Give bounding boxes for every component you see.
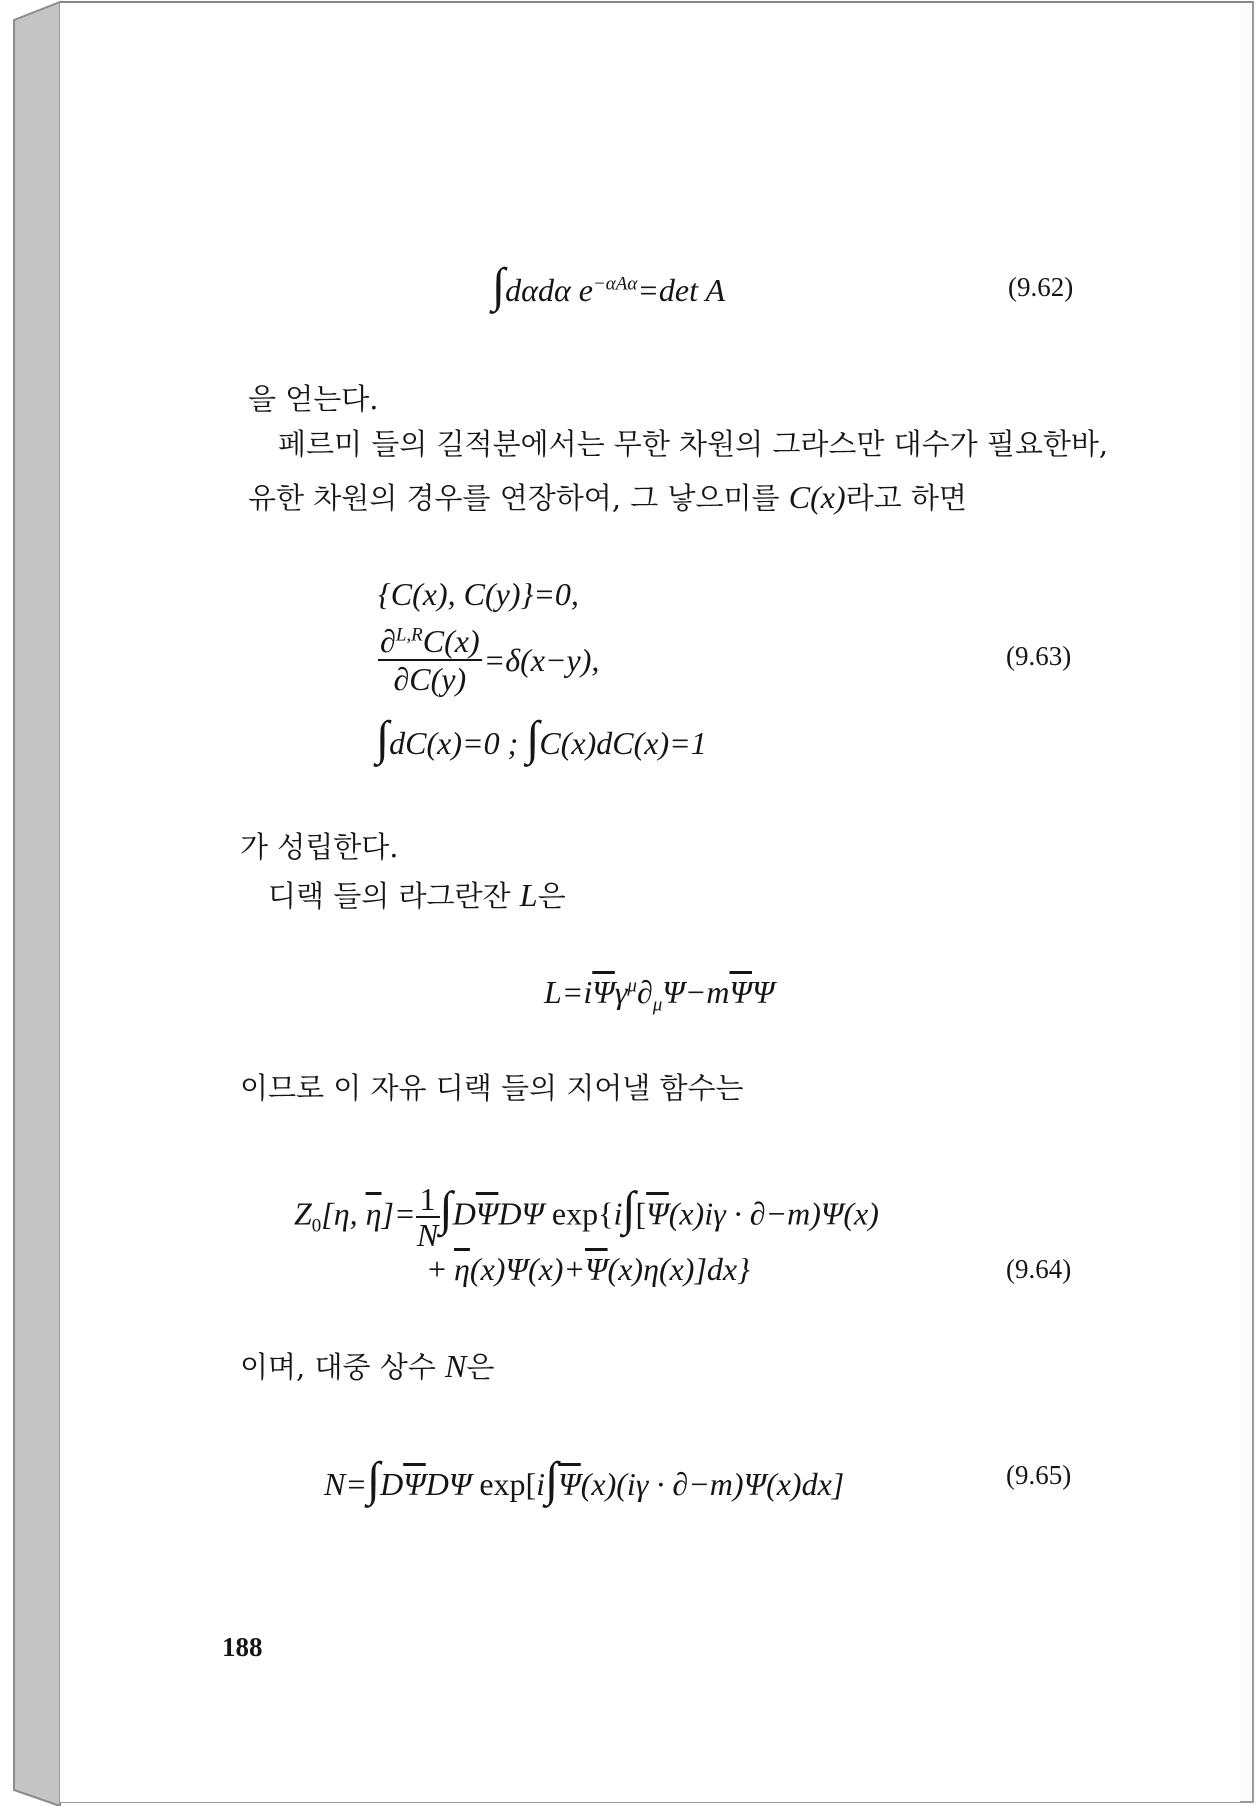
eq-965-D1: D xyxy=(380,1466,404,1502)
eq-963-line-3-b: C(x)dC(x)=1 xyxy=(539,725,707,761)
integral-sign: ∫ xyxy=(439,1182,453,1236)
integral-sign: ∫ xyxy=(545,1453,559,1506)
eq-965-number: (9.65) xyxy=(1006,1460,1072,1490)
eq-964-exp: exp{ xyxy=(543,1195,614,1232)
paragraph-5: 이므로 이 자유 디랙 들의 지어낼 함수는 xyxy=(240,1071,744,1105)
eq-962-body: dαdα xyxy=(505,272,571,308)
eq-964-measure-psibar: $\overline{\Psi}$ xyxy=(475,1195,499,1232)
eq-964-D2: DΨ xyxy=(498,1195,544,1232)
paragraph-2-line-2-b: 라고 하면 xyxy=(845,481,967,515)
eq-964-line-1-rest: (x)iγ · ∂−m)Ψ(x) xyxy=(668,1195,879,1232)
paragraph-4-a: 디랙 들의 라그란잔 xyxy=(268,879,511,913)
eq-964-line-1 xyxy=(294,1183,879,1251)
eq-963-line-1: {C(x), C(y)}=0, xyxy=(378,576,579,612)
lagrangian-i: i xyxy=(583,974,593,1010)
eq-963-fraction xyxy=(378,625,482,695)
lagrangian-psi-2: Ψ xyxy=(752,974,775,1010)
paragraph-6-math: N xyxy=(444,1348,467,1384)
eq-963-line-3-a: dC(x)=0 ; xyxy=(389,725,519,761)
eq-964-line-2 xyxy=(428,1253,750,1285)
eq-964-etabar: $\overline{\eta}$ xyxy=(365,1195,382,1232)
paragraph-4-b: 은 xyxy=(537,879,566,913)
paragraph-2-line-2-a: 유한 차원의 경우를 연장하여, 그 낳으미를 xyxy=(248,481,780,515)
eq-963-fraction-numerator xyxy=(378,625,482,661)
lagrangian-mass-term: −m xyxy=(684,974,730,1010)
eq-962-exponent: −αAα xyxy=(592,273,638,295)
paragraph-4-math: L xyxy=(519,877,538,913)
eq-962-number: (9.62) xyxy=(1008,272,1074,302)
eq-964-plus: + xyxy=(428,1251,447,1287)
integral-sign: ∫ xyxy=(492,259,506,312)
paragraph-6 xyxy=(240,1350,494,1382)
eq-965-exp: exp[ xyxy=(471,1466,537,1502)
eq-962 xyxy=(492,259,725,312)
eq-964-Z: Z xyxy=(294,1195,312,1232)
paragraph-3: 가 성립한다. xyxy=(240,830,399,864)
eq-963-number: (9.63) xyxy=(1006,641,1072,671)
eq-964-line-2-psibar: $\overline{\Psi}$ xyxy=(585,1251,608,1287)
lagrangian-partial-sub: μ xyxy=(652,994,663,1016)
integral-sign: ∫ xyxy=(526,712,540,765)
eq-963-partial: ∂ xyxy=(380,623,396,659)
eq-963-line-2 xyxy=(378,625,599,695)
eq-lagrangian xyxy=(544,976,775,1014)
eq-964-fraction-den: N xyxy=(416,1217,439,1253)
eq-964-psibar: $\overline{\Psi}$ xyxy=(646,1195,669,1232)
eq-964-line-2-etabar: $\overline{\eta}$ xyxy=(454,1251,470,1287)
integral-sign: ∫ xyxy=(376,712,390,765)
eq-964-open: [ xyxy=(635,1195,647,1232)
paragraph-6-a: 이며, 대중 상수 xyxy=(240,1350,436,1384)
paragraph-2-line-2-math: C(x) xyxy=(788,479,846,515)
eq-963-partial-sup: L,R xyxy=(395,624,423,646)
lagrangian-psibar: $\overline{\Psi}$ xyxy=(592,974,615,1010)
eq-964-number: (9.64) xyxy=(1006,1254,1072,1284)
paragraph-2-line-2 xyxy=(248,481,967,513)
lagrangian-lhs: L= xyxy=(544,974,584,1010)
eq-965-i: i xyxy=(536,1466,546,1502)
eq-963-fraction-denominator: ∂C(y) xyxy=(393,661,467,697)
eq-964-close: ]= xyxy=(381,1195,416,1232)
eq-965-D2: DΨ xyxy=(425,1466,472,1502)
eq-964-line-2-mid: (x)Ψ(x)+ xyxy=(469,1251,586,1287)
paragraph-2-line-1: 페르미 들의 길적분에서는 무한 차원의 그라스만 대수가 필요한바, xyxy=(278,427,1109,461)
eq-965-rest: (x)(iγ · ∂−m)Ψ(x)dx] xyxy=(580,1466,845,1502)
lagrangian-gamma-sup: μ xyxy=(627,975,637,997)
eq-964-fraction xyxy=(416,1183,440,1251)
lagrangian-gamma: γ xyxy=(614,974,628,1010)
paragraph-1: 을 얻는다. xyxy=(248,382,379,416)
eq-964-fraction-num: 1 xyxy=(416,1183,440,1218)
eq-962-rhs: =det A xyxy=(637,272,725,308)
integral-sign: ∫ xyxy=(366,1453,381,1506)
lagrangian-psibar-2: $\overline{\Psi}$ xyxy=(729,974,752,1010)
lagrangian-psi: Ψ xyxy=(662,974,685,1010)
paragraph-6-b: 은 xyxy=(466,1350,495,1384)
eq-964-D1: D xyxy=(452,1195,476,1232)
eq-963-line-3 xyxy=(376,712,707,765)
eq-963-line-2-rhs: =δ(x−y), xyxy=(483,642,600,678)
eq-965 xyxy=(324,1453,845,1506)
eq-962-exp-base: e xyxy=(578,272,593,308)
eq-965-measure-psibar: $\overline{\Psi}$ xyxy=(403,1466,426,1502)
eq-963-num-rest: C(x) xyxy=(422,623,480,659)
eq-965-lhs: N= xyxy=(324,1466,367,1502)
eq-965-psibar: $\overline{\Psi}$ xyxy=(558,1466,581,1502)
eq-964-Z-sub: 0 xyxy=(311,1215,322,1237)
eq-964-line-2-rest: (x)η(x)]dx} xyxy=(607,1251,750,1287)
lagrangian-partial: ∂ xyxy=(636,974,653,1010)
paragraph-4 xyxy=(268,879,566,911)
page-number: 188 xyxy=(222,1632,263,1662)
integral-sign: ∫ xyxy=(622,1182,636,1236)
eq-964-i: i xyxy=(613,1195,623,1232)
eq-964-args: [η, xyxy=(321,1195,366,1232)
